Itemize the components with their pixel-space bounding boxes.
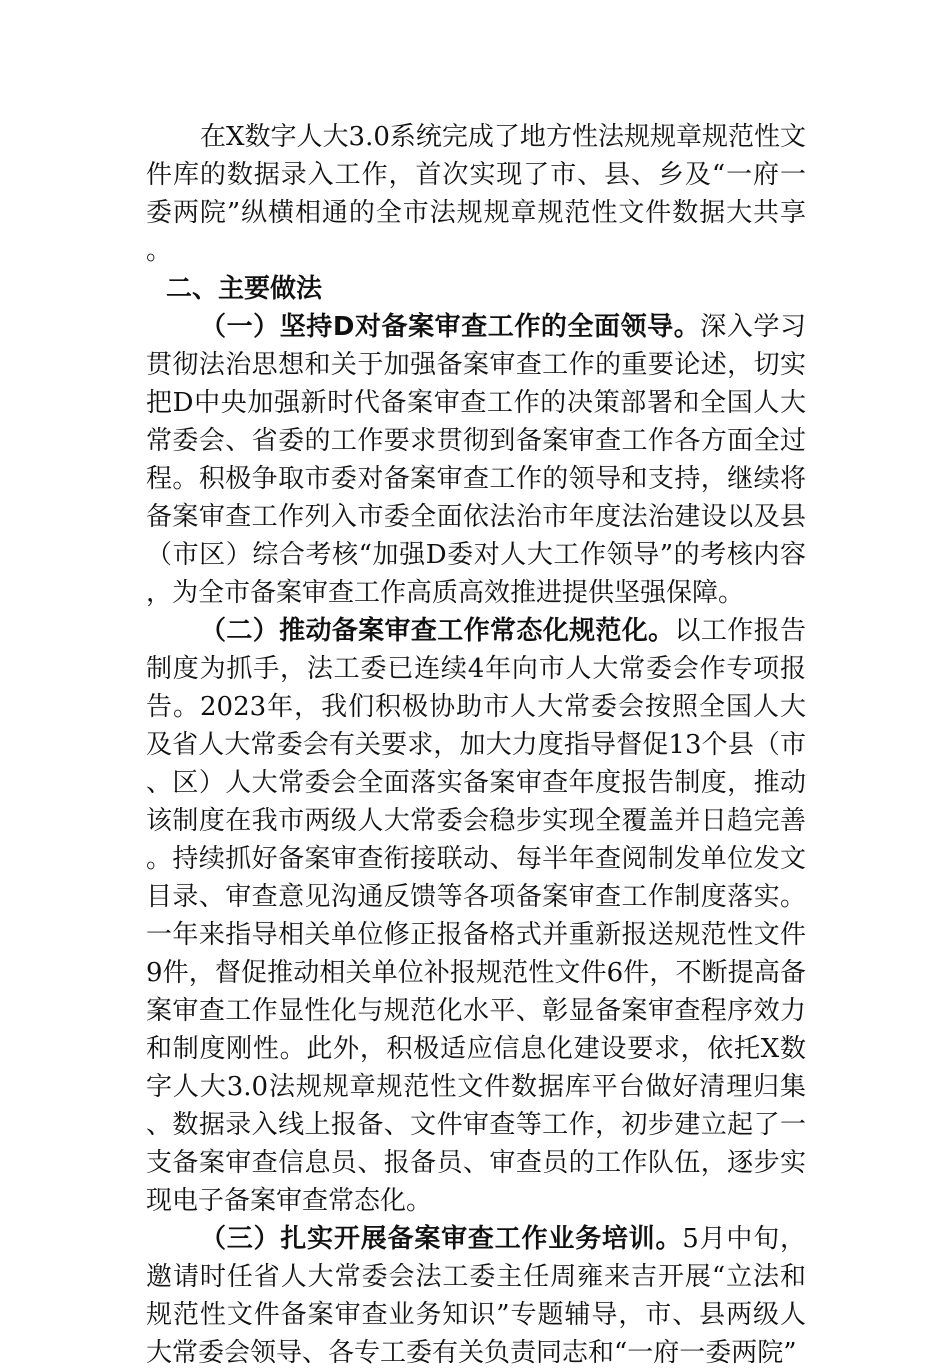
- item-body-3: 5月中旬，邀请时任省人大常委会法工委主任周雍来吉开展“立法和规范性文件备案审查业务知识”专题辅导，市、县两级人大常委会领导、各专工委有关负责同志和“一府一委两院”: [146, 1224, 806, 1368]
- item-paragraph-3: [146, 1220, 806, 1372]
- item-lead-2: （二）推动备案审查工作常态化规范化。: [200, 616, 675, 646]
- intro-paragraph: 在X数字人大3.0系统完成了地方性法规规章规范性文件库的数据录入工作，首次实现了市、县、乡及“一府一委两院”纵横相通的全市法规规章规范性文件数据大共享。: [146, 122, 806, 266]
- document-body: [146, 118, 806, 1372]
- item-lead-1: （一）坚持D对备案审查工作的全面领导。: [200, 312, 701, 342]
- item-paragraph-2: [146, 612, 806, 1220]
- item-lead-3: （三）扎实开展备案审查工作业务培训。: [200, 1224, 683, 1254]
- item-body-1: 深入学习贯彻法治思想和关于加强备案审查工作的重要论述，切实把D中央加强新时代备案审查工作的决策部署和全国人大常委会、省委的工作要求贯彻到备案审查工作各方面全过程。积极争取市委对备案审查工作的领导和支持，继续将备案审查工作列入市委全面依法治市年度法治建设以及县（市区）综合考核“加强D委对人大工作领导”的考核内容，为全市备案审查工作高质高效推进提供坚强保障。: [146, 312, 806, 608]
- item-body-2: 以工作报告制度为抓手，法工委已连续4年向市人大常委会作专项报告。2023年，我们积极协助市人大常委会按照全国人大及省人大常委会有关要求，加大力度指导督促13个县（市、区）人大常委会全面落实备案审查年度报告制度，推动该制度在我市两级人大常委会稳步实现全覆盖并日趋完善。持续抓好备案审查衔接联动、每半年查阅制发单位发文目录、审查意见沟通反馈等各项备案审查工作制度落实。一年来指导相关单位修正报备格式并重新报送规范性文件9件，督促推动相关单位补报规范性文件6件，不断提高备案审查工作显性化与规范化水平、彰显备案审查程序效力和制度刚性。此外，积极适应信息化建设要求，依托X数字人大3.0法规规章规范性文件数据库平台做好清理归集、数据录入线上报备、文件审查等工作，初步建立起了一支备案审查信息员、报备员、审查员的工作队伍，逐步实现电子备案审查常态化。: [146, 616, 806, 1216]
- item-paragraph-1: [146, 308, 806, 612]
- section-heading: 二、主要做法: [166, 274, 323, 304]
